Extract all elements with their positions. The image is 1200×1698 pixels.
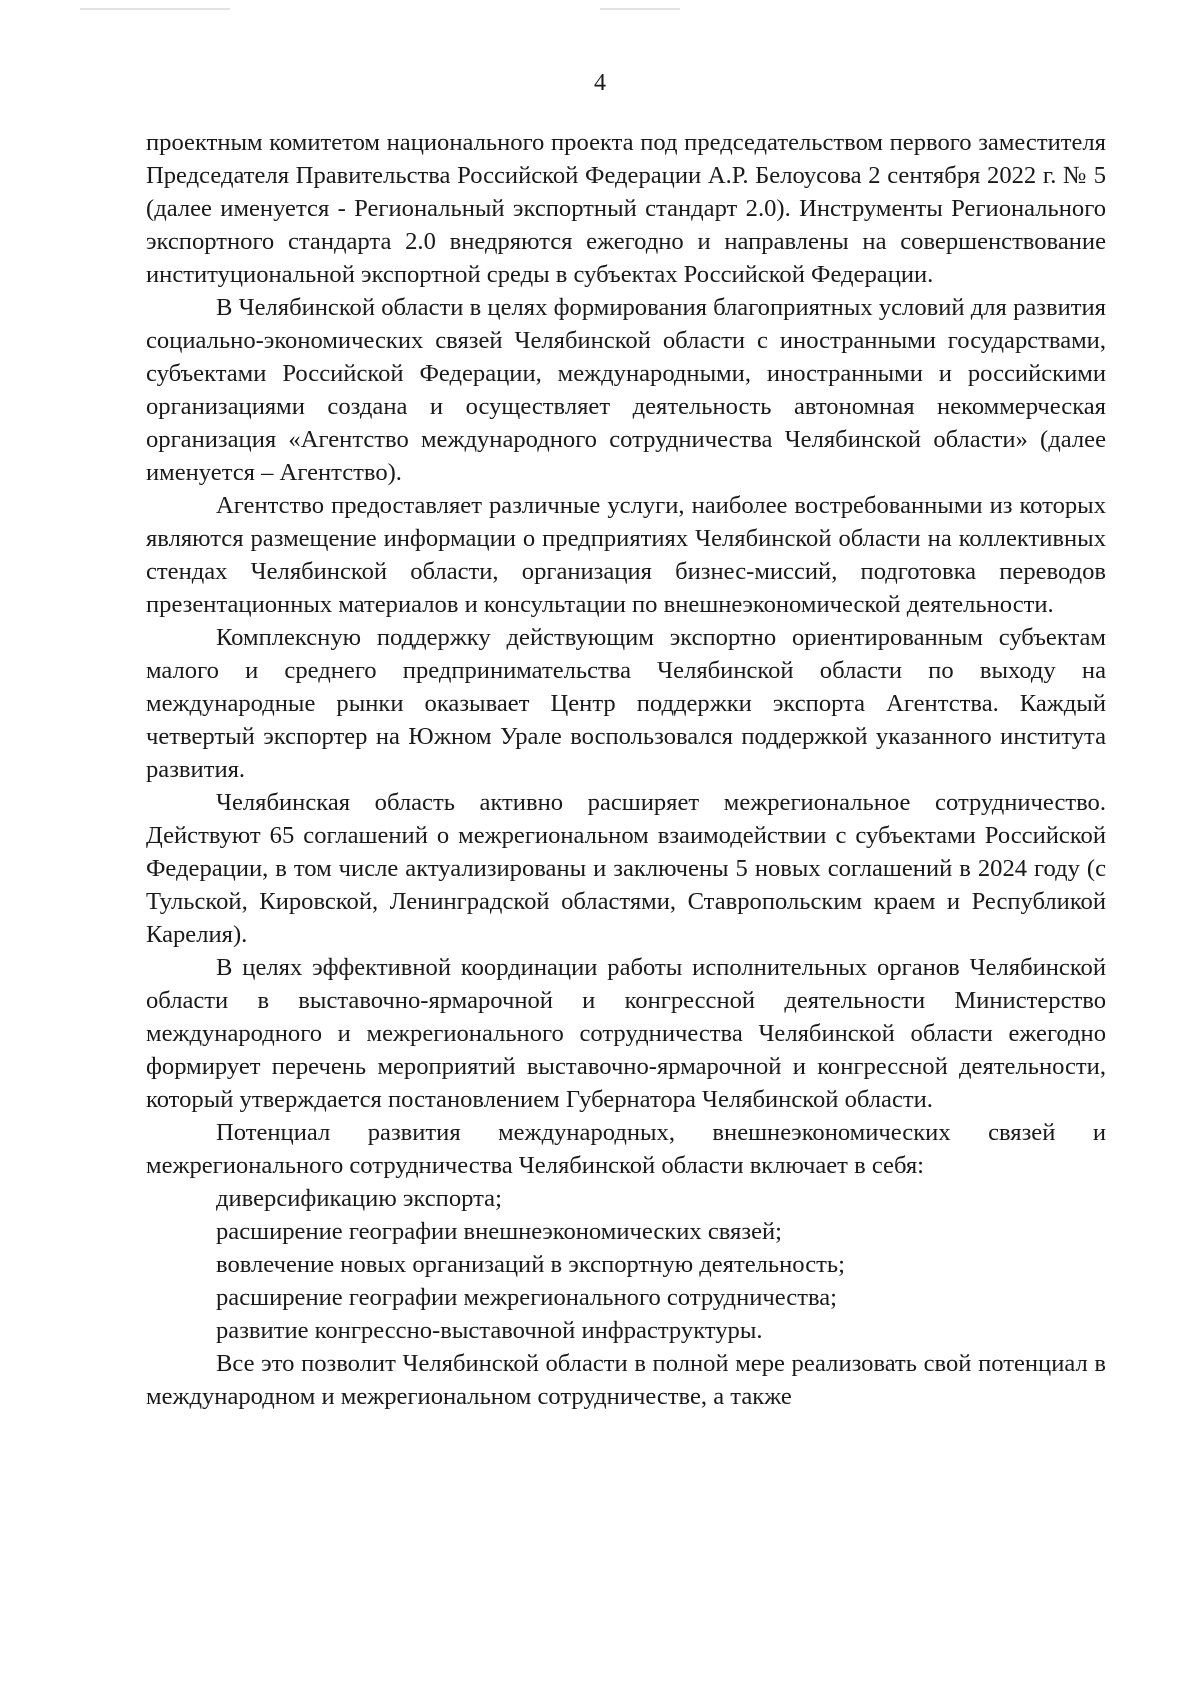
list-item: диверсификацию экспорта;: [216, 1185, 502, 1212]
potential-list: [146, 1182, 1106, 1347]
paragraph-closing: Все это позволит Челябинской области в полной мере реализовать свой потенциал в международном и межрегиональном сотрудничестве, а также: [146, 1350, 1106, 1410]
document-body: [146, 126, 1106, 1413]
list-item: расширение географии внешнеэкономических связей;: [216, 1218, 782, 1245]
paragraph-interregional-cooperation: Челябинская область активно расширяет межрегиональное сотрудничество. Действуют 65 соглашений о межрегиональном взаимодействии с субъектами Российской Федерации, в том числе актуализированы и заключены 5 новых соглашений в 2024 году (с Тульской, Кировской, Ленинградской областями, Ставропольским краем и Республикой Карелия).: [146, 789, 1106, 948]
paragraph-export-support: Комплексную поддержку действующим экспортно ориентированным субъектам малого и среднего предпринимательства Челябинской области по выходу на международные рынки оказывает Центр поддержки экспорта Агентства. Каждый четвертый экспортер на Южном Урале воспользовался поддержкой указанного института развития.: [146, 624, 1106, 783]
paragraph-continuation: проектным комитетом национального проекта под председательством первого заместителя Председателя Правительства Российской Федерации А.Р. Белоусова 2 сентября 2022 г. № 5 (далее именуется - Региональный экспортный стандарт 2.0). Инструменты Регионального экспортного стандарта 2.0 внедряются ежегодно и направлены на совершенствование институциональной экспортной среды в субъектах Российской Федерации.: [146, 129, 1106, 288]
list-item: развитие конгрессно-выставочной инфраструктуры.: [216, 1317, 763, 1344]
scan-artifact: [600, 8, 680, 10]
paragraph-agency-creation: В Челябинской области в целях формирования благоприятных условий для развития социально-экономических связей Челябинской области с иностранными государствами, субъектами Российской Федерации, международными, иностранными и российскими организациями создана и осуществляет деятельность автономная некоммерческая организация «Агентство международного сотрудничества Челябинской области» (далее именуется – Агентство).: [146, 294, 1106, 486]
scan-artifact: [80, 8, 230, 10]
paragraph-exhibition-coordination: В целях эффективной координации работы исполнительных органов Челябинской области в выставочно-ярмарочной и конгрессной деятельности Министерство международного и межрегионального сотрудничества Челябинской области ежегодно формирует перечень мероприятий выставочно-ярмарочной и конгрессной деятельности, который утверждается постановлением Губернатора Челябинской области.: [146, 954, 1106, 1113]
paragraph-agency-services: Агентство предоставляет различные услуги, наиболее востребованными из которых являются размещение информации о предприятиях Челябинской области на коллективных стендах Челябинской области, организация бизнес-миссий, подготовка переводов презентационных материалов и консультации по внешнеэкономической деятельности.: [146, 492, 1106, 618]
list-item: вовлечение новых организаций в экспортную деятельность;: [216, 1251, 845, 1278]
list-item: расширение географии межрегионального сотрудничества;: [216, 1284, 837, 1311]
page-number: 4: [594, 70, 606, 96]
paragraph-development-potential: Потенциал развития международных, внешнеэкономических связей и межрегионального сотрудничества Челябинской области включает в себя:: [146, 1119, 1106, 1179]
